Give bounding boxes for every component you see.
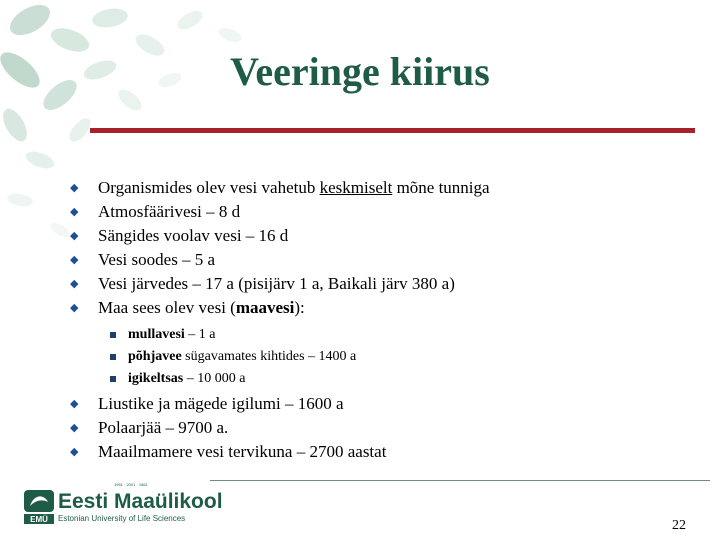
sub-item-bold: põhjavee	[128, 349, 182, 364]
emu-emblem-icon	[24, 490, 54, 526]
sub-list-item	[68, 324, 708, 346]
list-item	[68, 224, 708, 248]
sub-item-bold: mullavesi	[128, 327, 185, 342]
bullet-icon: ◆	[70, 398, 79, 410]
slide-title: Veeringe kiirus	[230, 49, 490, 94]
bullet-icon: ◆	[70, 182, 79, 194]
list-item-text: ):	[294, 298, 305, 317]
list-item	[68, 200, 708, 224]
bullet-icon: ◆	[70, 254, 79, 266]
bullet-icon: ◆	[70, 422, 79, 434]
sub-item-bold: igikeltsas	[128, 371, 184, 386]
list-item-text: Vesi järvedes – 17 a (pisijärv 1 a, Baikali järv 380 a)	[98, 274, 455, 293]
list-item-text: Sängides voolav vesi – 16 d	[98, 226, 289, 245]
bullet-icon: ◆	[70, 446, 79, 458]
square-bullet-icon	[110, 354, 116, 360]
square-bullet-icon	[110, 332, 116, 338]
list-item	[68, 272, 708, 296]
sub-list	[68, 324, 708, 390]
list-item	[68, 416, 708, 440]
list-item-text: Vesi soodes – 5 a	[98, 250, 216, 269]
list-item-bold: maavesi	[235, 298, 295, 317]
list-item	[68, 440, 708, 464]
bullet-icon: ◆	[70, 206, 79, 218]
sub-list-item	[68, 346, 708, 368]
title-divider	[90, 128, 695, 133]
bullet-icon: ◆	[70, 230, 79, 242]
list-item-text: Organismides olev vesi vahetub	[98, 178, 320, 197]
bullet-list	[68, 176, 708, 464]
list-item	[68, 296, 708, 320]
footer-divider	[210, 480, 710, 481]
list-item	[68, 176, 708, 200]
list-item	[68, 248, 708, 272]
logo-abbr: EMÜ	[30, 515, 48, 524]
sub-item-text: – 1 a	[184, 327, 216, 342]
university-logo	[24, 484, 224, 528]
sub-item-text: – 10 000 a	[183, 371, 246, 386]
sub-list-item	[68, 368, 708, 390]
square-bullet-icon	[110, 376, 116, 382]
list-item-text: Liustike ja mägede igilumi – 1600 a	[98, 394, 344, 413]
logo-subtitle: Estonian University of Life Sciences	[58, 514, 186, 523]
list-item	[68, 392, 708, 416]
page-number: 22	[672, 518, 686, 533]
bullet-icon: ◆	[70, 278, 79, 290]
list-item-text: Polaarjää – 9700 a.	[98, 418, 229, 437]
list-item-text: Maailmamere vesi tervikuna – 2700 aastat	[98, 442, 387, 461]
list-item-text: mõne tunniga	[392, 178, 490, 197]
logo-title: Eesti Maaülikool	[58, 490, 223, 513]
list-item-text: Atmosfäärivesi – 8 d	[98, 202, 241, 221]
list-item-underlined: keskmiselt	[319, 178, 393, 197]
list-item-text: Maa sees olev vesi (	[98, 298, 236, 317]
bullet-icon: ◆	[70, 302, 79, 314]
logo-small-text: 1951 · 2001 · 1861	[114, 482, 148, 487]
sub-item-text: sügavamates kihtides – 1400 a	[181, 349, 357, 364]
